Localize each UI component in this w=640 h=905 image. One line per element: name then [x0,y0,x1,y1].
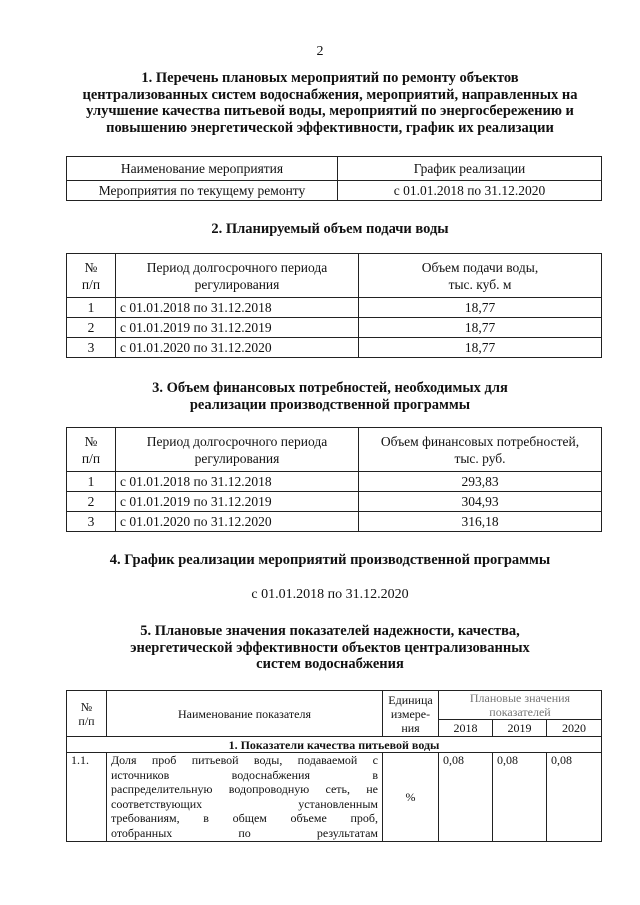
cell-text-line: соответствующих установленным [111,796,378,811]
table-row [67,472,602,492]
cell-text-line: Доля проб питьевой воды, подаваемой с [111,753,378,767]
table-row [67,338,602,358]
cell-text-line: требованиям, в общем объеме проб, [111,811,378,826]
table-cell: 1 [67,472,116,492]
table-header-row [67,691,602,720]
page-number: 2 [316,44,324,59]
header-text: № [84,433,98,449]
table-cell: 18,77 [359,298,602,318]
table-cell: с 01.01.2019 по 31.12.2019 [116,492,359,512]
table-cell: 2 [67,318,116,338]
table-cell-value: 0,08 [439,753,493,842]
header-text: п/п [81,450,101,466]
section5-table [66,690,602,842]
section4-title: 4. График реализации мероприятий производственной программы [109,552,551,568]
header-cell-value [359,254,602,298]
table-cell-name [107,753,383,842]
section2-table [66,253,602,358]
section1-table [66,156,602,201]
table-cell: 2 [67,492,116,512]
table-cell: 293,83 [359,472,602,492]
table-cell: 304,93 [359,492,602,512]
section1-title-line: улучшение качества питьевой воды, мероприятий по энергосбережению и [86,103,574,119]
table-cell-unit: % [383,753,439,842]
header-cell-name: Наименование показателя [107,691,383,737]
table-cell: с 01.01.2018 по 31.12.2020 [338,181,602,201]
table-cell: 18,77 [359,318,602,338]
header-cell-year: 2019 [493,720,547,737]
section2-title: 2. Планируемый объем подачи воды [211,221,449,237]
table-header-row [67,428,602,472]
table-row [67,753,602,842]
section1-title-line: 1. Перечень плановых мероприятий по ремонту объектов [141,70,519,86]
header-cell-value [359,428,602,472]
header-cell: Наименование мероприятия [67,157,338,181]
section5-title-line: 5. Плановые значения показателей надежности, качества, [140,623,520,639]
header-cell-plan [439,691,602,720]
table-cell-value: 0,08 [547,753,602,842]
cell-text-line: источников водоснабжения в [111,767,378,782]
header-cell-num [67,428,116,472]
group-title: 1. Показатели качества питьевой воды [67,737,602,753]
header-text: ния [401,720,420,735]
header-text: № [80,699,93,714]
table-group-row [67,737,602,753]
table-row [67,181,602,201]
header-text: регулирования [194,450,280,466]
table-row [67,512,602,532]
table-cell: с 01.01.2018 по 31.12.2018 [116,472,359,492]
table-row [67,318,602,338]
header-cell-year: 2020 [547,720,602,737]
table-cell-num: 1.1. [67,753,107,842]
cell-text-line: отобранных по результатам [111,825,378,840]
header-text: Единица [388,692,433,707]
header-text: п/п [78,713,95,728]
header-text: Период долгосрочного периода [146,433,328,449]
table-header-row [67,254,602,298]
table-cell: с 01.01.2020 по 31.12.2020 [116,338,359,358]
cell-text-line: распределительную водопроводную сеть, не [111,782,378,797]
table-cell: с 01.01.2020 по 31.12.2020 [116,512,359,532]
header-cell-period [116,428,359,472]
section3-title-line: реализации производственной программы [189,396,471,413]
header-cell-num [67,691,107,737]
section1-title-line: повышению энергетической эффективности, график их реализации [106,119,554,136]
table-cell: 1 [67,298,116,318]
section3-title-line: 3. Объем финансовых потребностей, необходимых для [152,380,508,396]
header-text: тыс. куб. м [448,276,512,292]
table-cell-value: 0,08 [493,753,547,842]
section3-title [60,380,600,413]
table-row [67,298,602,318]
table-cell: с 01.01.2018 по 31.12.2018 [116,298,359,318]
section1-title [60,70,600,136]
header-cell-unit [383,691,439,737]
header-text: Период долгосрочного периода [146,259,328,275]
table-cell: с 01.01.2019 по 31.12.2019 [116,318,359,338]
section4-period: с 01.01.2018 по 31.12.2020 [251,587,409,602]
table-cell: 3 [67,512,116,532]
section5-title-line: систем водоснабжения [256,656,404,672]
table-cell: 18,77 [359,338,602,358]
table-header-row [67,157,602,181]
section5-title [60,623,600,673]
header-text: Объем подачи воды, [421,259,539,275]
table-cell: 316,18 [359,512,602,532]
table-cell: 3 [67,338,116,358]
table-cell: Мероприятия по текущему ремонту [67,181,338,201]
section1-title-line: централизованных систем водоснабжения, мероприятий, направленных на [82,86,578,103]
section3-table [66,427,602,532]
header-text: № [84,259,98,275]
header-text: измере- [390,706,431,721]
header-text: регулирования [194,276,280,292]
header-text: показателей [489,705,551,719]
header-cell-period [116,254,359,298]
section5-title-line: энергетической эффективности объектов централизованных [130,639,530,656]
header-cell: График реализации [338,157,602,181]
header-text: Объем финансовых потребностей, [380,433,580,449]
header-text: Плановые значения [469,691,571,705]
table-row [67,492,602,512]
header-cell-num [67,254,116,298]
header-text: тыс. руб. [454,450,506,466]
header-cell-year: 2018 [439,720,493,737]
header-text: п/п [81,276,101,292]
